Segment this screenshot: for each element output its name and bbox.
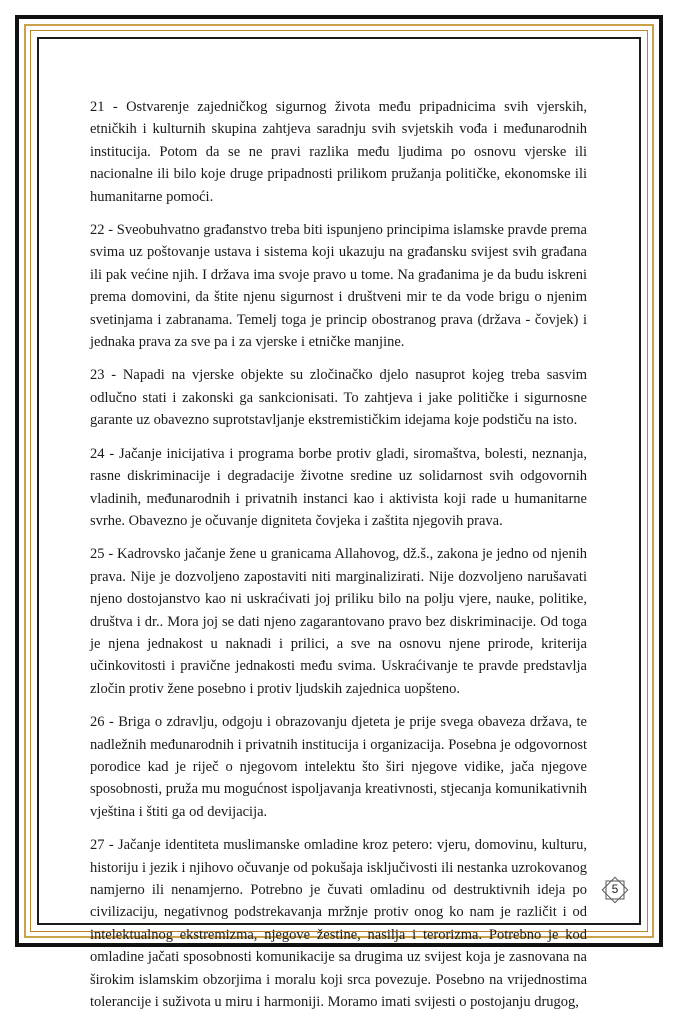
page-number-badge xyxy=(601,876,629,904)
paragraph-23: 23 - Napadi na vjerske objekte su zločinačko djelo nasuprot kojeg treba sasvim odlučno stati i zakonski ga sankcionisati. To zahtjeva i jake političke i sigurnosne garante uz obavezno suprotstavljanje ekstremističkim idejama koje podstiču na isto. xyxy=(90,367,587,429)
paragraph-26: 26 - Briga o zdravlju, odgoju i obrazovanju djeteta je prije svega obaveza država, te nadležnih međunarodnih i privatnih institucija i organizacija. Posebna je odgovornost porodice kad je riječ o njegovom intelektu što širi njegove vidike, jača njegove sposobnosti, pruža mu mogućnost ispoljavanja kreativnosti, stjecanja komunikativnih vještina i štiti ga od devijacija. xyxy=(90,714,587,820)
page-number: 5 xyxy=(611,882,619,896)
paragraph-21: 21 - Ostvarenje zajedničkog sigurnog života među pripadnicima svih vjerskih, etničkih i kulturnih skupina zahtjeva saradnju svih svjetskih vođa i međunarodnih institucija. Potom da se ne pravi razlika među ljudima po osnovu vjerske ili nacionalne ili bilo koje druge pripadnosti prilikom pružanja političke, ekonomske ili humanitarne pomoći. xyxy=(90,99,587,205)
paragraph-25: 25 - Kadrovsko jačanje žene u granicama Allahovog, dž.š., zakona je jedno od njenih prava. Nije je dozvoljeno zapostaviti niti marginalizirati. Nije dozvoljeno narušavati njeno dostojanstvo kao ni uskraćivati joj priliku bilo na polju vjere, nauke, politike, društva i dr.. Mora joj se dati njeno zagarantovano pravo bez diskriminacije. Od toga je njena jednakost u naknadi i prilici, a sve na osnovu njene prirode, kriterija učinkovitosti i pravične jednakosti među svima. Uskraćivanje te pravde predstavlja zločin protiv žene posebno i protiv ljudskih zajednica uopšteno. xyxy=(90,546,587,697)
paragraph-22: 22 - Sveobuhvatno građanstvo treba biti ispunjeno principima islamske pravde prema svima uz poštovanje ustava i sistema koji ukazuju na građansku svijest svih građana ili pak većine njih. I država ima svoje pravo u tome. Na građanima je da budu iskreni prema domovini, da štite njenu sigurnost i društveni mir te da vode brigu o njenim svetinjama i zabranama. Temelj toga je princip obostranog prava (država - čovjek) i jednaka prava za sve pa i za vjerske i etničke manjine. xyxy=(90,222,587,351)
paragraph-27: 27 - Jačanje identiteta muslimanske omladine kroz petero: vjeru, domovinu, kulturu, historiju i jezik i njihovo očuvanje od pokušaja isključivosti ili nestanka uzrokovanog namjerno ili nenamjerno. Potrebno je čuvati omladinu od destruktivnih ideja po civilizaciju, negativnog podstrekavanja mržnje protiv onog ko nam je različit i od intelektualnog ekstremizma, njegove žestine, nasilja i terorizma. Potrebno je kod omladine jačati sposobnosti komunikacije sa drugima uz svijest koja je zasnovana na širokim islamskim obzorjima i moralu koji srca povezuje. Posebno na vrijednostima tolerancije i suživota u miru i harmoniji. Moramo imati svijesti o postojanju drugog, xyxy=(90,837,587,1011)
paragraph-24: 24 - Jačanje inicijativa i programa borbe protiv gladi, siromaštva, bolesti, neznanja, rasne diskriminacije i degradacije životne sredine uz solidarnost svih odgovornih vladinih, međunarodnih i privatnih instanci kao i aktivista koji rade u humanitarne svrhe. Obavezno je očuvanje digniteta čovjeka i zaštita njegovih prava. xyxy=(90,445,587,529)
document-body xyxy=(90,96,587,1024)
